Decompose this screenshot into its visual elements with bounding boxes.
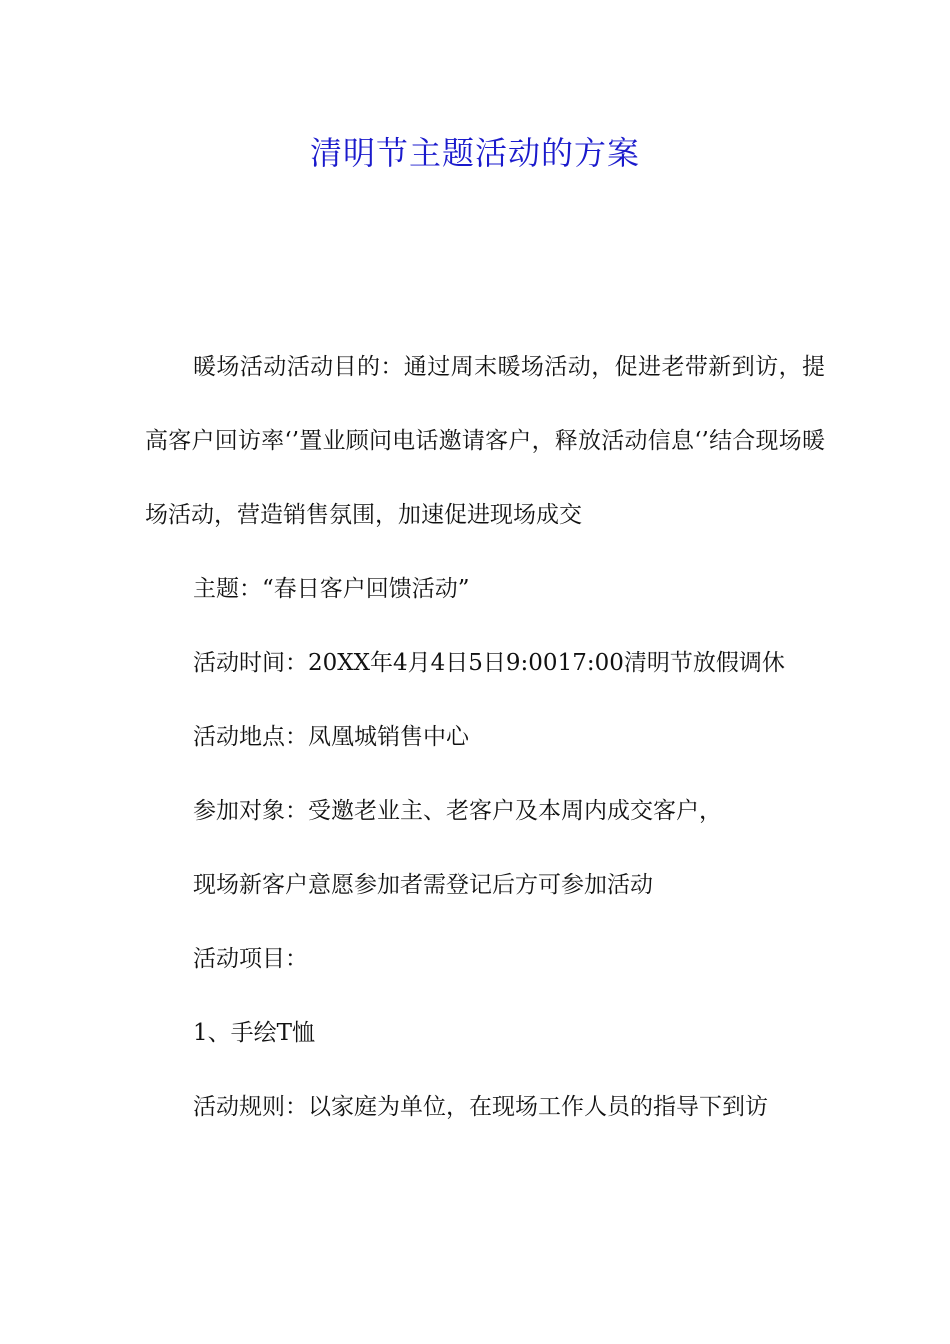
paragraph-activity-rules: 活动规则：以家庭为单位，在现场工作人员的指导下到访 xyxy=(193,1094,768,1120)
paragraph-time: 活动时间：20XX年4月4日5日9:0017:00清明节放假调休 xyxy=(193,650,785,676)
paragraph-participants: 参加对象：受邀老业主、老客户及本周内成交客户， xyxy=(193,798,722,824)
paragraph-theme: 主题：“春日客户回馈活动” xyxy=(193,576,470,602)
paragraph-location: 活动地点：凤凰城销售中心 xyxy=(193,724,469,750)
document-title: 清明节主题活动的方案 xyxy=(309,134,640,172)
paragraph-activities-heading: 活动项目： xyxy=(193,946,308,972)
paragraph-purpose: 暖场活动活动目的：通过周末暖场活动，促进老带新到访，提高客户回访率‘’置业顾问电话邀请客户，释放活动信息‘’结合现场暖场活动，营造销售氛围，加速促进现场成交 xyxy=(145,354,825,528)
paragraph-new-customers: 现场新客户意愿参加者需登记后方可参加活动 xyxy=(193,872,653,898)
document-body xyxy=(145,330,825,1144)
paragraph-activity-1: 1、手绘T恤 xyxy=(193,1020,315,1046)
